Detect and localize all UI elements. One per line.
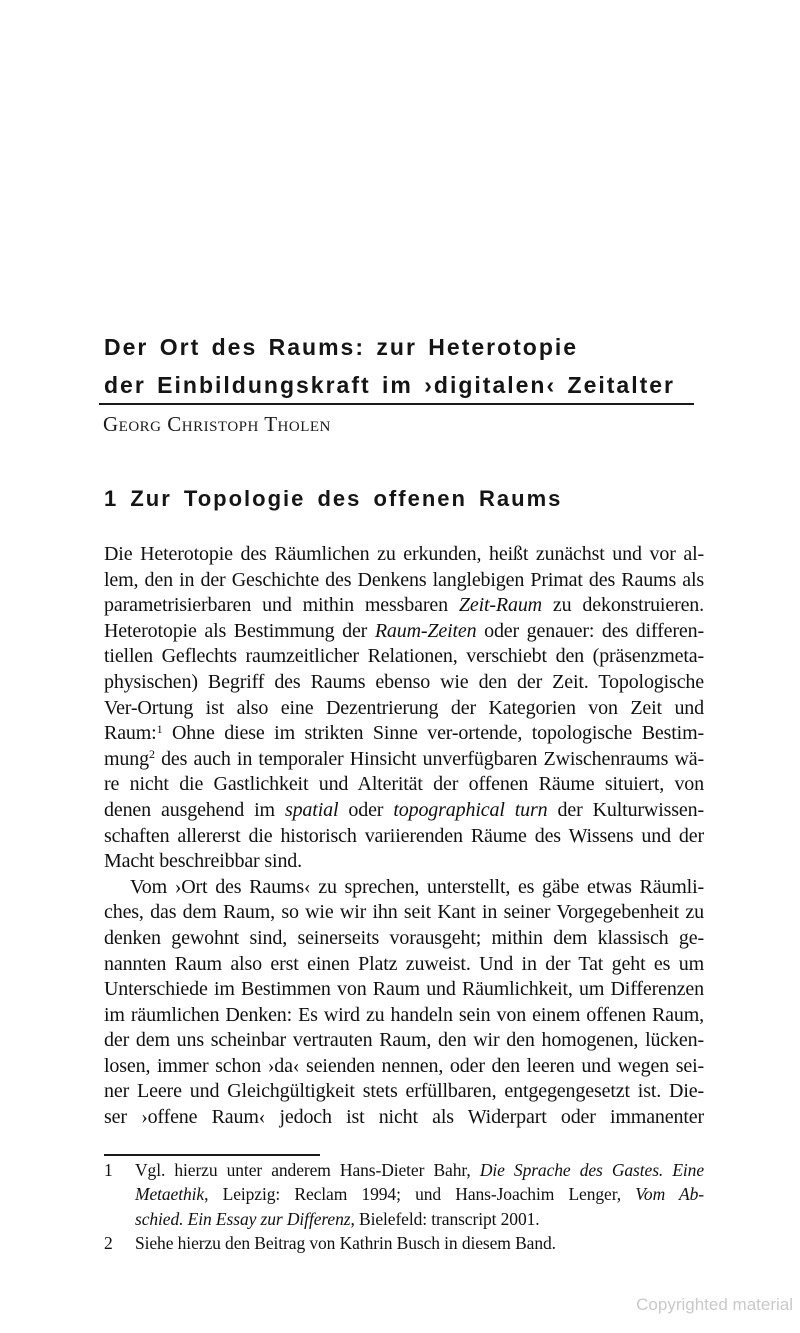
text-line <box>104 824 704 850</box>
text-line <box>104 696 704 722</box>
text-line <box>104 1054 704 1080</box>
text-run: der dem uns scheinbar vertrauten Raum, den wir den homogenen, lücken- <box>104 1029 704 1052</box>
text-line <box>104 593 704 619</box>
chapter-title-line-1: Der Ort des Raums: zur Heterotopie <box>104 334 579 360</box>
text-line <box>104 619 704 645</box>
text-line <box>104 670 704 696</box>
text-run: Ver-Ortung ist also eine Dezentrierung der Kategorien von Zeit und <box>104 696 704 719</box>
text-run: parametrisierbaren und mithin messbaren <box>104 594 459 617</box>
section-heading: 1 Zur Topologie des offenen Raums <box>104 486 563 511</box>
footnotes-block <box>104 1158 704 1255</box>
text-line <box>104 798 704 824</box>
italic-text: schied. Ein Essay zur Differenz <box>135 1208 351 1229</box>
text-line <box>135 1207 704 1231</box>
text-run: , Leipzig: Reclam 1994; und Hans-Joachim Lenger, <box>204 1184 636 1205</box>
text-run: Siehe hierzu den Beitrag von Kathrin Busch in diesem Band. <box>135 1232 556 1253</box>
text-run: des auch in temporaler Hinsicht unverfügbaren Zwischenraums wä- <box>154 747 704 770</box>
text-run: Unterschiede im Bestimmen von Raum und Räumlichkeit, um Differenzen <box>104 978 704 1001</box>
text-run: Heterotopie als Bestimmung der <box>104 619 375 642</box>
text-line <box>104 644 704 670</box>
text-run: tiellen Geflechts raumzeitlicher Relationen, verschiebt den (präsenzmeta- <box>104 645 704 668</box>
text-line <box>135 1182 704 1206</box>
text-line <box>104 952 704 978</box>
italic-text: Vom Ab- <box>635 1184 705 1205</box>
chapter-title <box>104 328 724 404</box>
text-line <box>104 1028 704 1054</box>
text-run: re nicht die Gastlichkeit und Alterität der offenen Räume situiert, von <box>104 773 704 796</box>
footnote-number: 2 <box>104 1232 113 1253</box>
italic-text: Die Sprache des Gastes. Eine <box>479 1160 704 1180</box>
text-run: nannten Raum also erst einen Platz zuweist. Und in der Tat geht es um <box>104 952 704 975</box>
text-run: physischen) Begriff des Raums ebenso wie den der Zeit. Topologische <box>104 670 704 693</box>
text-run: der Kulturwissen- <box>547 798 704 821</box>
text-line <box>104 568 704 594</box>
text-run: , Bielefeld: transcript 2001. <box>350 1208 540 1229</box>
text-run: Raum: <box>104 722 157 745</box>
title-rule <box>99 403 694 405</box>
text-run: mung <box>104 747 149 770</box>
footnote-text <box>135 1231 704 1255</box>
italic-text: Raum-Zeiten <box>374 619 477 642</box>
text-line <box>104 1105 704 1131</box>
text-line <box>104 542 704 568</box>
text-run: oder <box>338 798 394 821</box>
footnote-text <box>135 1158 704 1231</box>
text-run: Vom ›Ort des Raums‹ zu sprechen, unterstellt, es gäbe etwas Räumli- <box>130 875 704 898</box>
footnote-ref: 2 <box>148 747 155 762</box>
text-line <box>104 747 704 773</box>
text-run: im räumlichen Denken: Es wird zu handeln sein von einem offenen Raum, <box>104 1003 704 1026</box>
text-run: zu dekonstruieren. <box>541 594 704 617</box>
text-run: losen, immer schon ›da‹ seienden nennen, oder den leeren und wegen sei- <box>104 1054 704 1077</box>
italic-text: spatial <box>284 798 339 821</box>
text-run: ches, das dem Raum, so wie wir ihn seit Kant in seiner Vorgegebenheit zu <box>104 901 704 924</box>
text-run: Ohne diese im strikten Sinne ver-ortende, topologische Bestim- <box>162 722 704 745</box>
text-run: Vgl. hierzu unter anderem Hans-Dieter Bahr, <box>135 1160 480 1180</box>
text-line <box>104 900 704 926</box>
text-run: Macht beschreibbar sind. <box>104 850 303 873</box>
text-run: ner Leere und Gleichgültigkeit stets erfüllbaren, entgegengesetzt ist. Die- <box>104 1080 704 1103</box>
text-line <box>104 1079 704 1105</box>
footnote <box>104 1231 704 1255</box>
text-run: lem, den in der Geschichte des Denkens langlebigen Primat des Raums als <box>104 568 704 591</box>
footnote <box>104 1158 704 1231</box>
copyright-watermark: Copyrighted material <box>636 1295 793 1314</box>
text-line <box>104 721 704 747</box>
footnote-separator-rule <box>104 1154 320 1156</box>
chapter-title-line-2: der Einbildungskraft im ›digitalen‹ Zeitalter <box>104 372 675 398</box>
text-line <box>104 875 704 901</box>
text-run: Die Heterotopie des Räumlichen zu erkunden, heißt zunächst und vor al- <box>104 543 704 565</box>
text-run: oder genauer: des differen- <box>476 619 704 642</box>
author-name: Georg Christoph Tholen <box>103 412 331 436</box>
text-run: schaften allererst die historisch variierenden Räume des Wissens und der <box>104 824 704 847</box>
text-line <box>104 926 704 952</box>
italic-text: topographical turn <box>393 798 548 821</box>
text-line <box>104 977 704 1003</box>
text-run: denken gewohnt sind, seinerseits vorausgeht; mithin dem klassisch ge- <box>104 926 704 949</box>
text-run: ser ›offene Raum‹ jedoch ist nicht als Widerpart oder immanenter <box>104 1106 704 1129</box>
text-line <box>135 1231 704 1255</box>
text-run: denen ausgehend im <box>104 798 285 821</box>
body-text <box>104 542 704 1131</box>
text-line <box>135 1158 704 1182</box>
footnote-ref: 1 <box>156 721 163 736</box>
text-line <box>104 1003 704 1029</box>
italic-text: Metaethik <box>135 1184 205 1205</box>
text-line <box>104 772 704 798</box>
footnote-number: 1 <box>104 1160 113 1180</box>
text-line <box>104 849 704 875</box>
italic-text: Zeit-Raum <box>458 594 542 617</box>
